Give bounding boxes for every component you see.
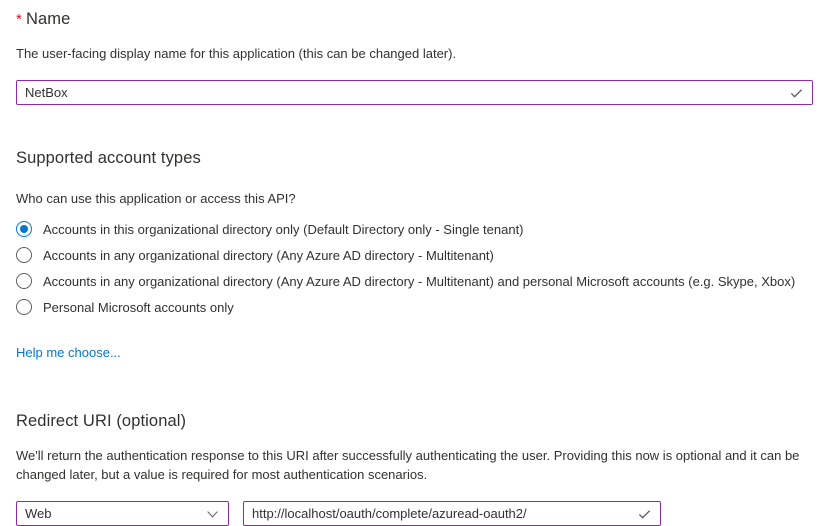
name-heading-label: Name [25, 10, 71, 28]
radio-selected-icon[interactable] [16, 221, 32, 237]
redirect-uri-description: We'll return the authentication response to this URI after successfully authenticating the user. Providing this now is optional and it can be changed later, but a value is required for most authentication scenarios. [16, 448, 800, 482]
chevron-down-icon [206, 507, 219, 520]
uri-field-wrap [243, 501, 661, 526]
account-types-heading: Supported account types [16, 149, 201, 167]
account-type-radio-option[interactable] [16, 242, 813, 268]
help-me-choose-link[interactable]: Help me choose... [16, 345, 121, 360]
radio-unselected-icon[interactable] [16, 299, 32, 315]
platform-selected-value: Web [25, 506, 52, 521]
redirect-uri-row [16, 501, 813, 526]
redirect-uri-input[interactable] [243, 501, 661, 526]
account-types-question: Who can use this application or access this API? [16, 191, 296, 206]
platform-select-dropdown[interactable] [16, 501, 229, 526]
radio-option-label: Accounts in any organizational directory (Any Azure AD directory - Multitenant) [43, 247, 494, 263]
account-type-radio-option[interactable] [16, 216, 813, 242]
radio-unselected-icon[interactable] [16, 247, 32, 263]
radio-option-label: Accounts in this organizational directory only (Default Directory only - Single tenant) [43, 221, 524, 237]
radio-option-label: Personal Microsoft accounts only [43, 299, 234, 315]
account-type-radio-option[interactable] [16, 294, 813, 320]
radio-option-label: Accounts in any organizational directory (Any Azure AD directory - Multitenant) and personal Microsoft accounts (e.g. Skype, Xbox) [43, 273, 796, 289]
required-asterisk: * [16, 11, 22, 28]
radio-unselected-icon[interactable] [16, 273, 32, 289]
name-section-heading [16, 10, 813, 29]
account-type-radio-option[interactable] [16, 268, 813, 294]
name-input[interactable] [16, 80, 813, 105]
redirect-uri-heading: Redirect URI (optional) [16, 412, 187, 430]
name-field-wrap [16, 80, 813, 105]
account-types-radio-group [16, 216, 813, 320]
name-description: The user-facing display name for this application (this can be changed later). [16, 46, 457, 61]
